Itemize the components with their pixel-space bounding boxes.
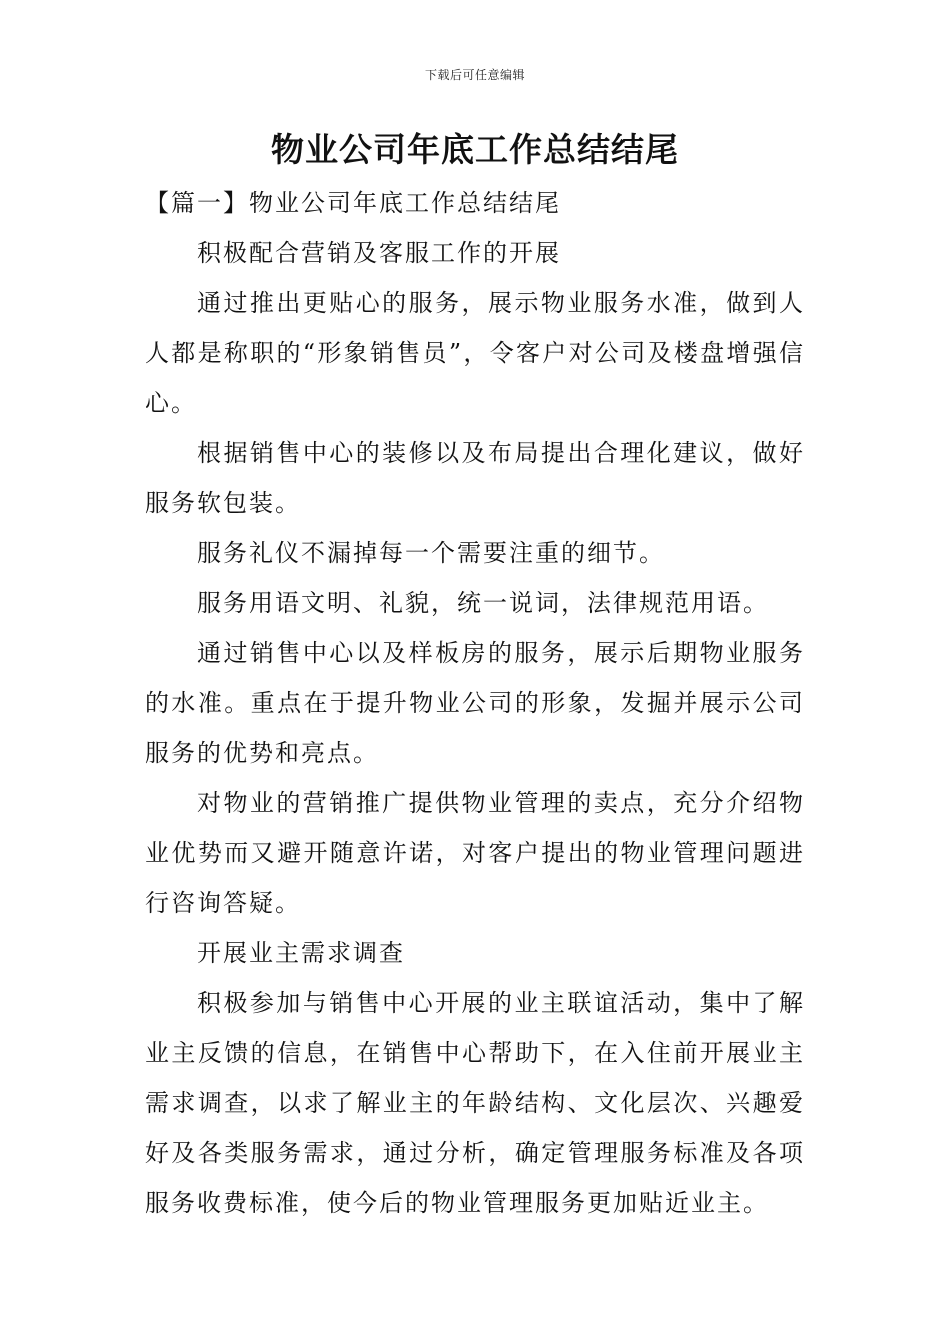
paragraph-5: 服务用语文明、礼貌，统一说词，法律规范用语。 [197,589,769,617]
document-title: 物业公司年底工作总结结尾 [271,130,679,169]
paragraph-2: 通过推出更贴心的服务，展示物业服务水准，做到人人都是称职的“形象销售员”，令客户对公司及楼盘增强信心。 [145,289,805,417]
section-heading: 【篇一】物业公司年底工作总结结尾 [145,189,561,217]
paragraph-4: 服务礼仪不漏掉每一个需要注重的细节。 [197,539,665,567]
header-note: 下载后可任意编辑 [424,68,525,82]
paragraph-1: 积极配合营销及客服工作的开展 [197,239,561,267]
paragraph-3: 根据销售中心的装修以及布局提出合理化建议，做好服务软包装。 [145,439,805,517]
paragraph-6: 通过销售中心以及样板房的服务，展示后期物业服务的水准。重点在于提升物业公司的形象，发掘并展示公司服务的优势和亮点。 [145,639,805,767]
paragraph-7: 对物业的营销推广提供物业管理的卖点，充分介绍物业优势而又避开随意许诺，对客户提出的物业管理问题进行咨询答疑。 [145,789,805,917]
document-body [145,178,805,1228]
paragraph-9: 积极参加与销售中心开展的业主联谊活动，集中了解业主反馈的信息，在销售中心帮助下，在入住前开展业主需求调查，以求了解业主的年龄结构、文化层次、兴趣爱好及各类服务需求，通过分析，确定管理服务标准及各项服务收费标准，使今后的物业管理服务更加贴近业主。 [145,989,805,1217]
paragraph-8: 开展业主需求调查 [197,939,405,967]
